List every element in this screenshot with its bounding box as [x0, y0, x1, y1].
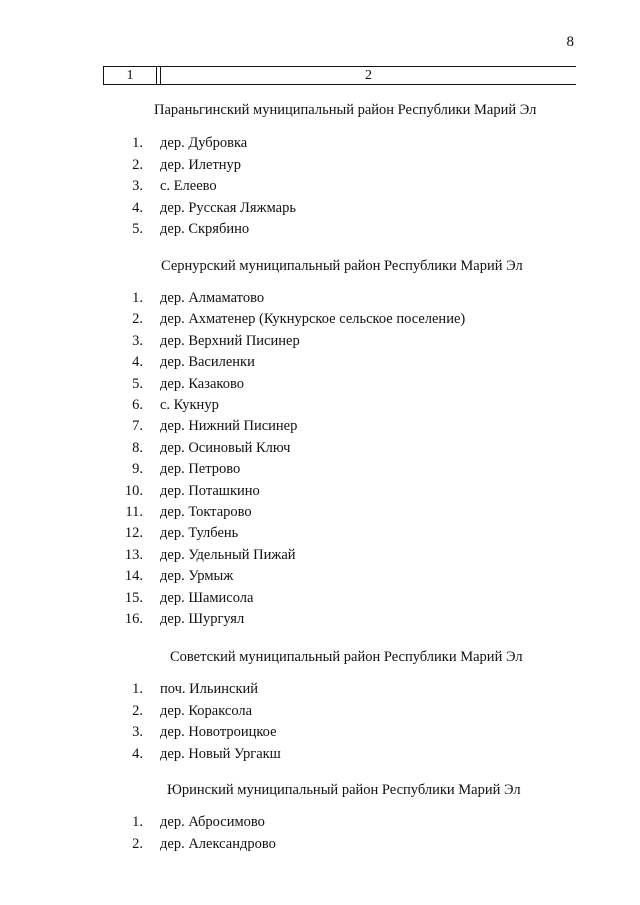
settlement-name: дер. Александрово [160, 835, 276, 852]
settlement-name: дер. Скрябино [160, 221, 250, 238]
list-item-number: 7. [132, 418, 143, 435]
settlement-name: дер. Новый Ургакш [160, 745, 281, 762]
list-item-number: 2. [132, 835, 143, 852]
list-item-number: 2. [132, 702, 143, 719]
list-item-number: 2. [132, 311, 143, 328]
settlement-name: с. Кукнур [160, 397, 219, 413]
list-item-number: 14. [124, 568, 143, 585]
list-item-number: 4. [132, 354, 143, 371]
list-item-number: 6. [132, 397, 143, 413]
list-item-number: 16. [124, 611, 143, 627]
settlement-name: дер. Казаково [160, 375, 244, 392]
settlement-name: дер. Новотроицкое [160, 724, 277, 740]
list-item-number: 1. [132, 681, 143, 697]
column-header-1: 1 [103, 67, 157, 84]
settlement-name: с. Елеево [160, 178, 217, 195]
list-item-number: 1. [132, 290, 143, 306]
list-item-number: 15. [124, 589, 143, 606]
settlement-name: дер. Поташкино [160, 482, 260, 499]
settlement-name: дер. Шамисола [160, 589, 254, 606]
list-item-number: 4. [132, 745, 143, 762]
column-header-2: 2 [365, 68, 372, 83]
district-title: Параньгинский муниципальный район Республики Марий Эл [154, 102, 537, 118]
settlement-name: дер. Русская Ляжмарь [160, 199, 296, 216]
list-item-number: 10. [124, 482, 143, 499]
list-item-number: 4. [132, 199, 143, 216]
settlement-name: дер. Алмаматово [160, 290, 265, 306]
list-item-number: 1. [132, 135, 143, 151]
list-item-number: 3. [132, 724, 143, 740]
settlement-name: дер. Василенки [160, 354, 255, 371]
list-item-number: 5. [132, 375, 143, 392]
list-item-number: 8. [132, 439, 143, 456]
settlement-name: дер. Петрово [160, 461, 241, 478]
settlement-name: дер. Ахматенер (Кукнурское сельское поселение) [160, 311, 466, 328]
list-item-number: 1. [132, 814, 143, 830]
settlement-name: дер. Дубровка [160, 135, 248, 151]
district-title: Юринский муниципальный район Республики Марий Эл [167, 782, 521, 798]
settlement-name: дер. Осиновый Ключ [160, 439, 291, 456]
settlement-name: дер. Кораксола [160, 702, 253, 719]
settlement-name: дер. Тулбень [160, 525, 239, 542]
settlement-name: дер. Нижний Писинер [160, 418, 298, 435]
district-title: Советский муниципальный район Республики Марий Эл [170, 649, 523, 665]
list-item-number: 2. [132, 156, 143, 173]
settlement-name: дер. Урмыж [160, 568, 234, 585]
page-number: 8 [566, 34, 574, 50]
district-title: Сернурский муниципальный район Республики Марий Эл [161, 258, 523, 274]
settlement-name: дер. Шургуял [160, 611, 245, 627]
settlement-name: дер. Токтарово [160, 504, 252, 520]
column-header-row [103, 66, 576, 85]
settlement-name: поч. Ильинский [160, 681, 259, 697]
settlement-name: дер. Удельный Пижай [160, 546, 296, 563]
list-item-number: 5. [132, 221, 143, 238]
list-item-number: 3. [132, 178, 143, 195]
settlement-name: дер. Абросимово [160, 814, 265, 830]
list-item-number: 11. [125, 504, 143, 520]
list-item-number: 13. [124, 546, 143, 563]
list-item-number: 12. [124, 525, 143, 542]
settlement-name: дер. Илетнур [160, 156, 242, 173]
list-item-number: 9. [132, 461, 143, 478]
settlement-name: дер. Верхний Писинер [160, 332, 300, 349]
list-item-number: 3. [132, 332, 143, 349]
